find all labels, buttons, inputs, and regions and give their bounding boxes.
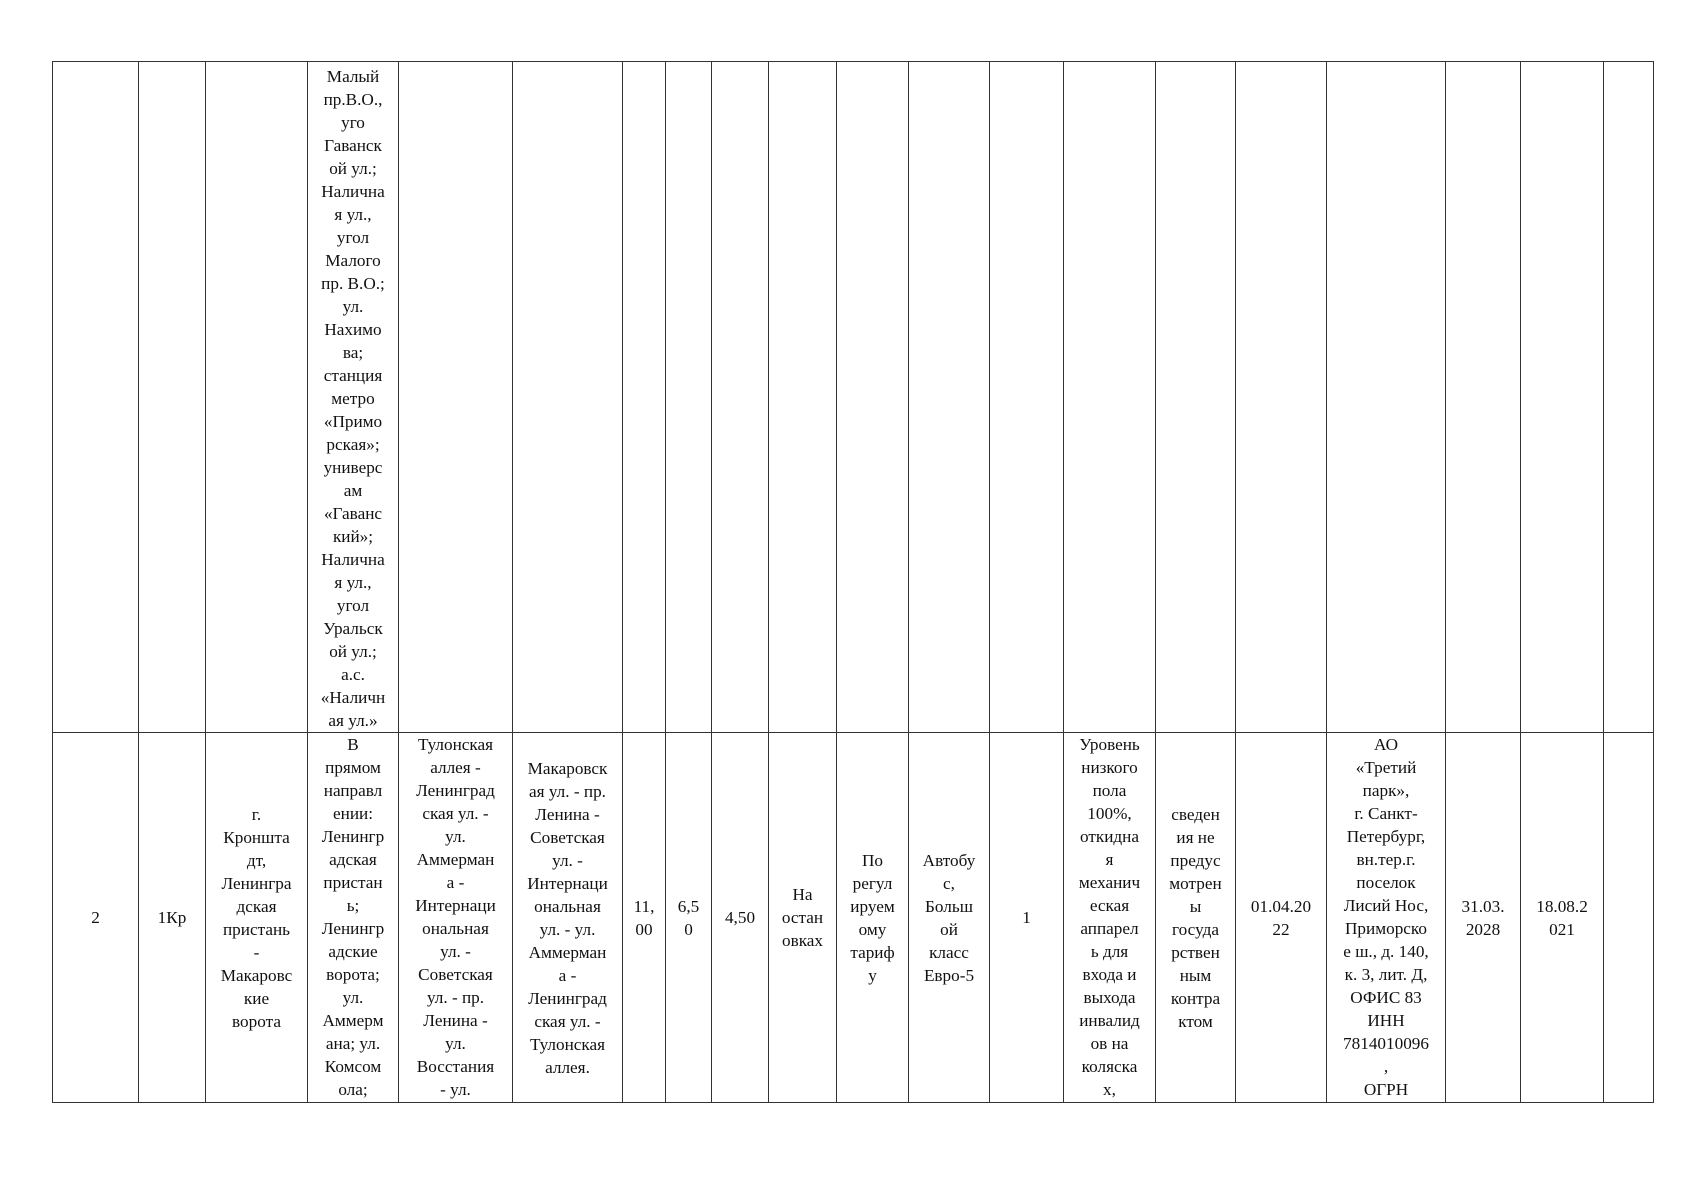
cell-tariff: По регул ируем ому тариф у bbox=[837, 733, 909, 1103]
cell-extra bbox=[1604, 62, 1654, 733]
cell-end-date bbox=[1446, 62, 1521, 733]
cell-stop-order bbox=[769, 62, 837, 733]
cell-streets-back bbox=[513, 62, 623, 733]
cell-len-avg: 4,50 bbox=[712, 733, 769, 1103]
cell-reg-date: 18.08.2 021 bbox=[1521, 733, 1604, 1103]
cell-route-name: г. Кроншта дт, Ленингра дская пристань - Макаровс кие ворота bbox=[206, 733, 308, 1103]
cell-tariff bbox=[837, 62, 909, 733]
cell-start-date: 01.04.20 22 bbox=[1236, 733, 1327, 1103]
cell-route-code: 1Кр bbox=[139, 733, 206, 1103]
cell-route-name bbox=[206, 62, 308, 733]
cell-stop-order: На остан овках bbox=[769, 733, 837, 1103]
cell-extra bbox=[1604, 733, 1654, 1103]
stops-text: Малый пр.В.О., уго Гаванск ой ул.; Налична я ул., угол Малого пр. В.О.; ул. Нахимо ва; станция метро «Примо рская»; универс ам «Гаванс кий»; Налична я ул., угол Уральск ой ул.; а.с. «Наличн ая ул.» bbox=[320, 67, 386, 730]
cell-vehicle bbox=[909, 62, 990, 733]
cell-len-avg bbox=[712, 62, 769, 733]
cell-num bbox=[53, 62, 139, 733]
cell-characteristics bbox=[1064, 62, 1156, 733]
cell-stops bbox=[308, 62, 399, 733]
cell-carrier: АО «Третий парк», г. Санкт- Петербург, вн.тер.г. поселок Лисий Нос, Приморско е ш., д. 140, к. 3, лит. Д, ОФИС 83 ИНН 7814010096 , ОГРН bbox=[1327, 733, 1446, 1103]
cell-vehicle: Автобу с, Больш ой класс Евро-5 bbox=[909, 733, 990, 1103]
cell-count bbox=[990, 62, 1064, 733]
cell-stops: В прямом направл ении: Ленингр адская пристан ь; Ленингр адские ворота; ул. Аммерм ана; ул. Комсом ола; bbox=[308, 733, 399, 1103]
cell-route-code bbox=[139, 62, 206, 733]
table-row bbox=[53, 62, 1654, 733]
cell-len-forward: 11, 00 bbox=[623, 733, 666, 1103]
cell-start-date bbox=[1236, 62, 1327, 733]
table-row bbox=[53, 733, 1654, 1103]
cell-contract: сведен ия не предус мотрен ы госуда рствен ным контра ктом bbox=[1156, 733, 1236, 1103]
cell-reg-date bbox=[1521, 62, 1604, 733]
cell-len-back: 6,5 0 bbox=[666, 733, 712, 1103]
cell-contract bbox=[1156, 62, 1236, 733]
cell-num: 2 bbox=[53, 733, 139, 1103]
cell-count: 1 bbox=[990, 733, 1064, 1103]
cell-end-date: 31.03. 2028 bbox=[1446, 733, 1521, 1103]
routes-table bbox=[52, 61, 1654, 1103]
cell-streets-forward bbox=[399, 62, 513, 733]
cell-carrier bbox=[1327, 62, 1446, 733]
cell-streets-back: Макаровск ая ул. - пр. Ленина - Советская ул. - Интернаци ональная ул. - ул. Аммерман а - Ленинград ская ул. - Тулонская аллея. bbox=[513, 733, 623, 1103]
cell-len-forward bbox=[623, 62, 666, 733]
cell-characteristics: Уровень низкого пола 100%, откидна я механич еская аппарел ь для входа и выхода инвалид ов на коляска х, bbox=[1064, 733, 1156, 1103]
cell-streets-forward: Тулонская аллея - Ленинград ская ул. - ул. Аммерман а - Интернаци ональная ул. - Советская ул. - пр. Ленина - ул. Восстания - ул. bbox=[399, 733, 513, 1103]
cell-len-back bbox=[666, 62, 712, 733]
